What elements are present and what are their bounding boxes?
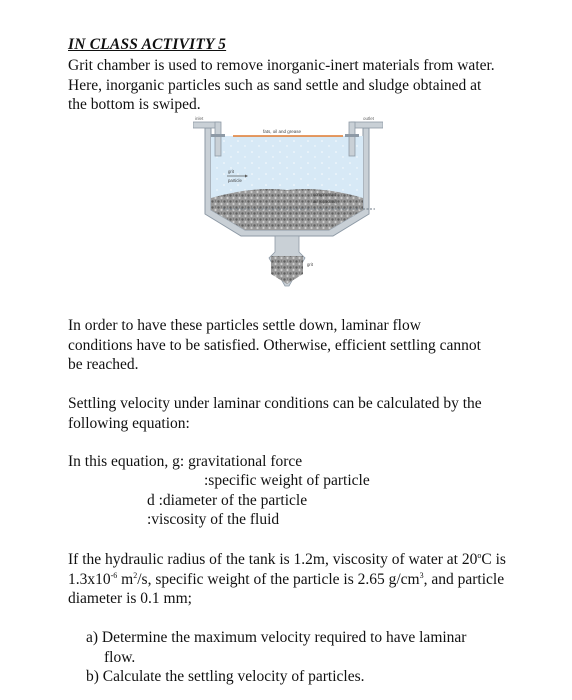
laminar-paragraph: In order to have these particles settle down, laminar flow conditions have to be satisfied. Otherwise, efficient settling cannot be reached.: [68, 317, 481, 373]
compressed-label-1: compressed: [313, 192, 337, 197]
equation-term-specific-weight: :specific weight of particle: [204, 472, 370, 489]
outlet-pipe: [351, 122, 383, 128]
given-paragraph: If the hydraulic radius of the tank is 1.2m, viscosity of water at 20$^o$C is $1.3x10^{-6}$ $m^2/s$, specific weight of the particle is 2.65 $g/cm^3$, and particle diameter is 0.1 mm;: [68, 551, 506, 607]
intro-paragraph: Grit chamber is used to remove inorganic-inert materials from water. Here, inorganic particles such as sand settle and sludge obtained at the bottom is swiped.: [68, 57, 495, 113]
question-a: [86, 628, 506, 667]
inlet-label: inlet: [195, 116, 204, 121]
fats-label: fats, oil and grease: [263, 129, 302, 134]
equation-term-viscosity: :viscosity of the fluid: [147, 511, 280, 528]
question-b: b) Calculate the settling velocity of particles.: [86, 668, 365, 685]
grit-chamber-diagram: [193, 116, 383, 306]
question-a-line2: flow.: [104, 648, 136, 666]
equation-term-g: In this equation, g: gravitational force: [68, 453, 303, 470]
equation-term-diameter: d :diameter of the particle: [147, 492, 308, 509]
question-a-line1: a) Determine the maximum velocity required to have laminar: [86, 629, 467, 646]
settling-paragraph: Settling velocity under laminar conditions can be calculated by the following equation:: [68, 395, 482, 432]
grit-label: grit: [307, 262, 313, 267]
grit-particle-label-1: grit: [228, 169, 234, 174]
compressed-label-2: air (optional): [313, 199, 337, 204]
outlet-label: outlet: [363, 116, 375, 121]
grit-particle-label-2: particle: [228, 178, 242, 183]
activity-title: IN CLASS ACTIVITY 5: [68, 36, 227, 53]
